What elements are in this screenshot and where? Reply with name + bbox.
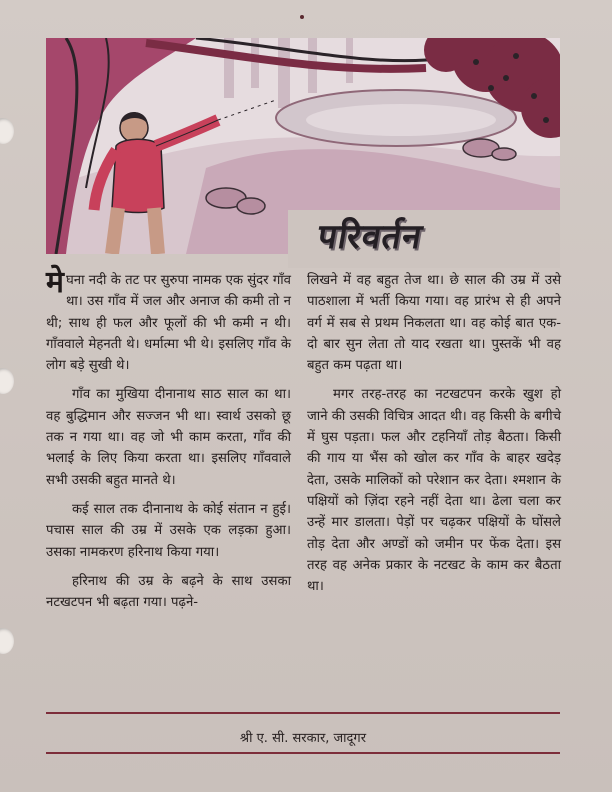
binding-hole (0, 628, 14, 654)
page-mark (300, 15, 304, 19)
paragraph: गाँव का मुखिया दीनानाथ साठ साल का था। वह बुद्धिमान और सज्जन भी था। स्वार्थ उसको छू तक न गया था। वह जो भी काम करता, गाँव की भलाई के लिए किया करता था। इसलिए गाँववाले सभी उसकी बहुत मानते थे। (46, 387, 291, 488)
top-divider (46, 712, 560, 714)
paragraph: मगर तरह-तरह का नटखटपन करके खुश हो जाने की उसकी विचित्र आदत थी। वह किसी के बगीचे में घुस पड़ता। फल और टहनियाँ तोड़ बैठता। किसी की गाय या भैंस को खोल कर गाँव के बाहर खदेड़ देता, उसके मालिकों को परेशान कर देता। श्मशान के पक्षियों को ज़िंदा रहने नहीं देता था। ढेला चला कर उन्हें मार डालता। पेड़ों पर चढ़कर पक्षियों के घोंसले तोड़ देता और अण्डों को जमीन पर फेंक देता। इस तरह वह अनेक प्रकार के नटखट के काम कर बैठता था। (307, 387, 561, 595)
drop-cap: मे (46, 265, 64, 300)
binding-hole (0, 368, 14, 394)
bottom-divider (46, 752, 560, 754)
paragraph (46, 265, 291, 376)
paragraph: लिखने में वह बहुत तेज था। छे साल की उम्र में उसे पाठशाला में भर्ती किया गया। वह प्रारंभ से ही अपने वर्ग में सब से प्रथम निकलता था। वह कोई बात एक-दो बार सुन लेता तो याद रखता था। पुस्तकें भी वह बहुत कम पढ़ता था। (307, 273, 561, 374)
paragraph-text: घना नदी के तट पर सुरुपा नामक एक सुंदर गाँव था। उस गाँव में जल और अनाज की कमी तो न थी; साथ ही फल और फूलों की भी कमी न थी। गाँववाले मेहनती थे। धर्मात्मा भी थे। इसलिए गाँव के लोग बड़े सुखी थे। (46, 273, 291, 374)
binding-hole (0, 118, 14, 144)
paragraph: हरिनाथ की उम्र के बढ़ने के साथ उसका नटखटपन भी बढ़ता गया। पढ़ने- (46, 573, 291, 611)
text-column-left (46, 265, 291, 621)
paragraph: कई साल तक दीनानाथ के कोई संतान न हुई। पचास साल की उम्र में उसके एक लड़का हुआ। उसका नामकरण हरिनाथ किया गया। (46, 501, 291, 560)
text-column-right (307, 270, 561, 605)
author-credit: श्री ए. सी. सरकार, जादूगर (239, 731, 367, 746)
story-title: परिवर्तन (314, 217, 426, 257)
